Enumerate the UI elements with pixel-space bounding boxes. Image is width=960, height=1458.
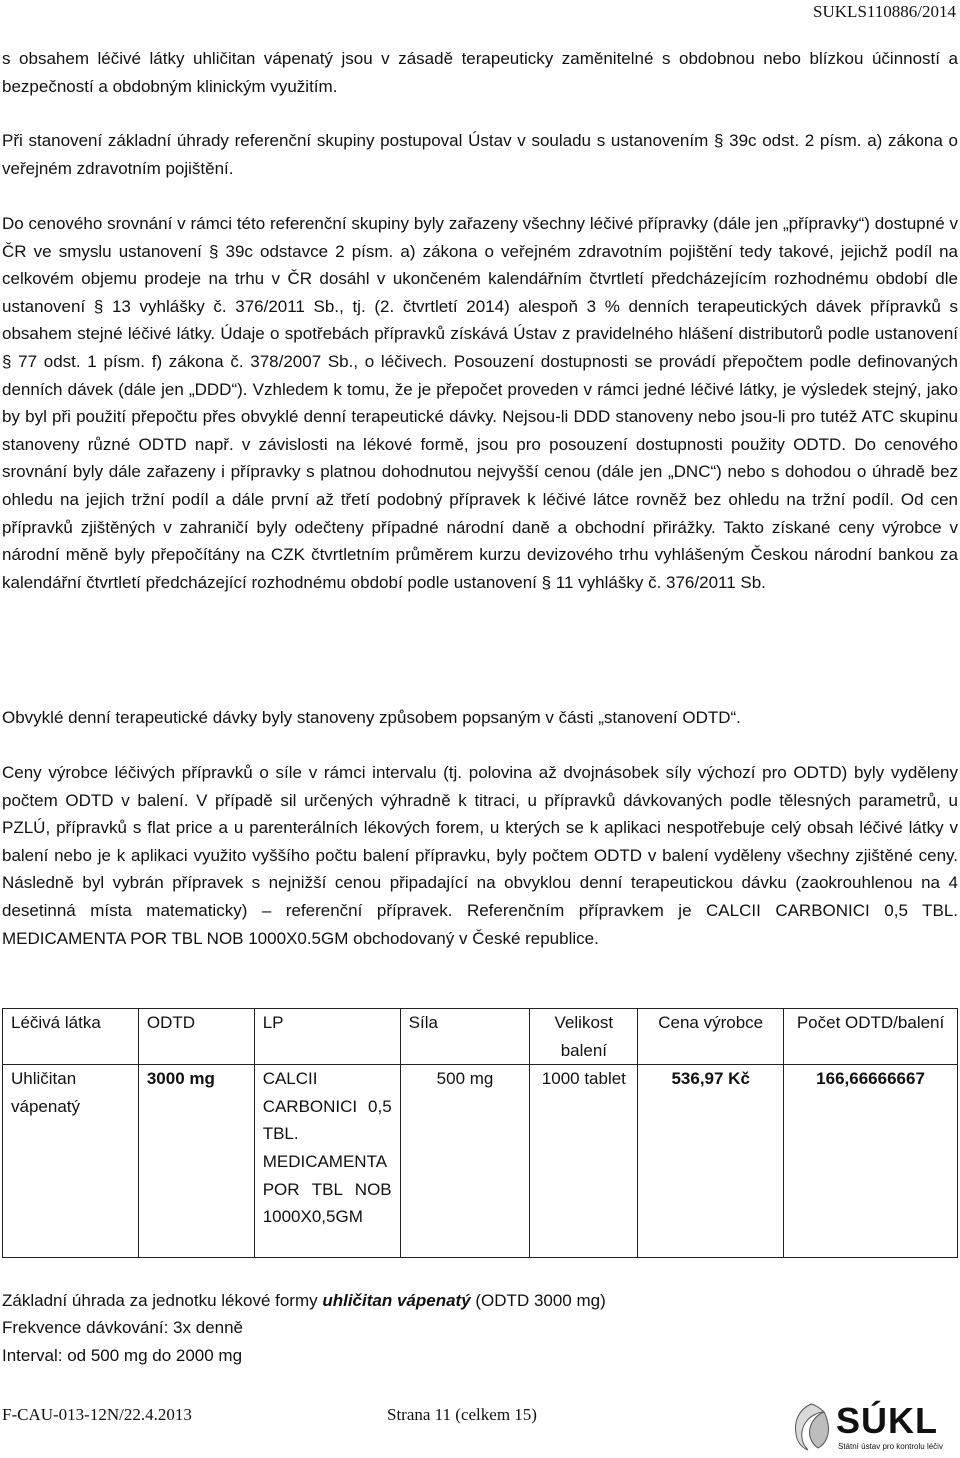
header-strength: Síla bbox=[400, 1009, 530, 1065]
base-reimbursement-substance: uhličitan vápenatý bbox=[322, 1291, 471, 1310]
sukl-logo-icon bbox=[788, 1400, 834, 1452]
table-row bbox=[3, 1065, 958, 1258]
base-reimbursement-line bbox=[2, 1287, 606, 1315]
header-odtd: ODTD bbox=[138, 1009, 254, 1065]
header-odtd-per-pack: Počet ODTD/balení bbox=[784, 1009, 958, 1065]
cell-price: 536,97 Kč bbox=[638, 1065, 784, 1258]
header-price: Cena výrobce bbox=[638, 1009, 784, 1065]
sukl-logo bbox=[788, 1400, 958, 1456]
cell-substance: Uhličitan vápenatý bbox=[3, 1065, 139, 1258]
header-lp: LP bbox=[254, 1009, 400, 1065]
header-pack-size: Velikost balení bbox=[530, 1009, 638, 1065]
cell-odtd: 3000 mg bbox=[138, 1065, 254, 1258]
cell-lp: CALCII CARBONICI 0,5 TBL. MEDICAMENTA POR TBL NOB 1000X0,5GM bbox=[254, 1065, 400, 1258]
dosing-frequency: Frekvence dávkování: 3x denně bbox=[2, 1318, 243, 1337]
form-code: F-CAU-013-12N/22.4.2013 bbox=[2, 1405, 192, 1424]
paragraph-1: s obsahem léčivé látky uhličitan vápenatý jsou v zásadě terapeuticky zaměnitelné s obdobnou nebo blízkou účinností a bezpečností a obdobným klinickým využitím. bbox=[2, 49, 958, 96]
cell-pack-size: 1000 tablet bbox=[530, 1065, 638, 1258]
base-reimbursement-prefix: Základní úhrada za jednotku lékové formy bbox=[2, 1291, 323, 1310]
paragraph-3: Do cenového srovnání v rámci této referenční skupiny byly zařazeny všechny léčivé přípravky (dále jen „přípravky“) dostupné v ČR ve smyslu ustanovení § 39c odstavce 2 písm. a) zákona o veřejném zdravotním pojištění tedy takové, jejichž podíl na celkovém objemu prodeje na trhu v ČR dosáhl v ukončeném kalendářním čtvrtletí předcházejícím rozhodnému období dle ustanovení § 13 vyhlášky č. 376/2011 Sb., tj. (2. čtvrtletí 2014) alespoň 3 % denních terapeutických dávek přípravků s obsahem stejné léčivé látky. Údaje o spotřebách přípravků získává Ústav z pravidelného hlášení distributorů podle ustanovení § 77 odst. 1 písm. f) zákona č. 378/2007 Sb., o léčivech. Posouzení dostupnosti se provádí přepočtem podle definovaných denních dávek (dále jen „DDD“). Vzhledem k tomu, že je přepočet proveden v rámci jedné léčivé látky, je výsledek stejný, jako by byl při použití přepočtu přes obvyklé denní terapeutické dávky. Nejsou-li DDD stanoveny nebo jsou-li pro tutéž ATC skupinu stanoveny různé ODTD např. v závislosti na lékové formě, jsou pro posouzení dostupnosti použity ODTD. Do cenového srovnání byly dále zařazeny i přípravky s platnou dohodnutou nejvyšší cenou (dále jen „DNC“) nebo s dohodou o úhradě bez ohledu na jejich tržní podíl a dále první až třetí podobný přípravek k léčivé látce rovněž bez ohledu na tržní podíl. Od cen přípravků zjištěných v zahraničí byly odečteny případné národní daně a obchodní přirážky. Takto získané ceny výrobce v národní měně byly přepočítány na CZK čtvrtletním průměrem kurzu devizového trhu vyhlášeným Českou národní bankou za kalendářní čtvrtletí předcházející rozhodnému období podle ustanovení § 11 vyhlášky č. 376/2011 Sb. bbox=[2, 214, 958, 592]
reference-table bbox=[2, 1008, 958, 1258]
header-substance: Léčivá látka bbox=[3, 1009, 139, 1065]
table-header-row bbox=[3, 1009, 958, 1065]
paragraph-2: Při stanovení základní úhrady referenční skupiny postupoval Ústav v souladu s ustanovením § 39c odst. 2 písm. a) zákona o veřejném zdravotním pojištění. bbox=[2, 131, 958, 178]
logo-subtitle: Státní ústav pro kontrolu léčiv bbox=[838, 1442, 943, 1451]
paragraph-5: Ceny výrobce léčivých přípravků o síle v rámci intervalu (tj. polovina až dvojnásobek síly výchozí pro ODTD) byly vyděleny počtem ODTD v balení. V případě sil určených výhradně k titraci, u přípravků dávkovaných podle tělesných parametrů, u PZLÚ, přípravků s flat price a u parenterálních lékových forem, u kterých se k aplikaci nespotřebuje celý obsah léčivé látky v balení nebo je k aplikaci využito vyššího počtu balení přípravku, byly počtem ODTD v balení vyděleny všechny zjištěné ceny. Následně byl vybrán přípravek s nejnižší cenou připadající na obvyklou denní terapeutickou dávku (zaokrouhlenou na 4 desetinná místa matematicky) – referenční přípravek. Referenčním přípravkem je CALCII CARBONICI 0,5 TBL. MEDICAMENTA POR TBL NOB 1000X0.5GM obchodovaný v České republice. bbox=[2, 763, 958, 948]
logo-text: SÚKL bbox=[836, 1400, 938, 1441]
page-number: Strana 11 (celkem 15) bbox=[387, 1405, 537, 1424]
cell-odtd-per-pack: 166,66666667 bbox=[784, 1065, 958, 1258]
paragraph-4: Obvyklé denní terapeutické dávky byly stanoveny způsobem popsaným v části „stanovení ODTD“. bbox=[2, 708, 741, 727]
base-reimbursement-suffix: (ODTD 3000 mg) bbox=[470, 1291, 606, 1310]
document-id: SUKLS110886/2014 bbox=[813, 2, 956, 21]
dosing-interval: Interval: od 500 mg do 2000 mg bbox=[2, 1346, 243, 1365]
cell-strength: 500 mg bbox=[400, 1065, 530, 1258]
